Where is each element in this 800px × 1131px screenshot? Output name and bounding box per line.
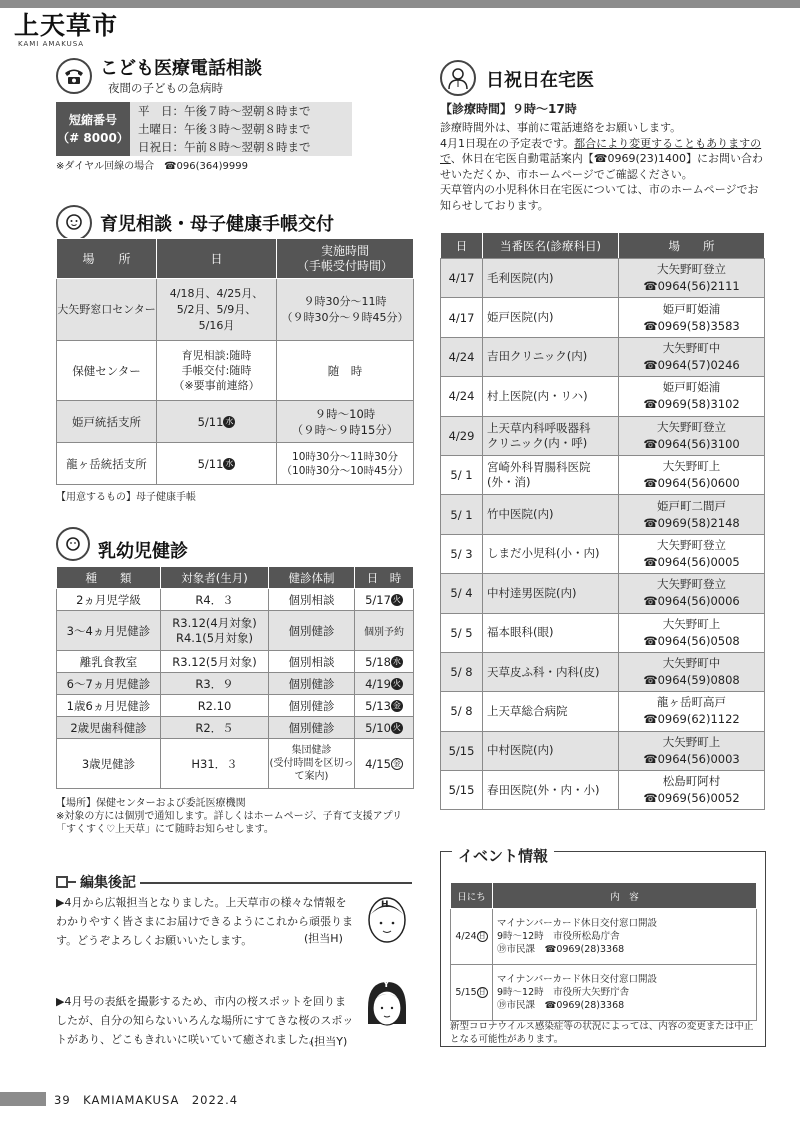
checkup-target: R2.10 [161,695,269,717]
nyuyoji-header-target: 対象者(生月) [161,567,269,589]
doctor-day: 5/ 3 [441,534,483,573]
short-number-label: 短縮番号 （# 8000） [56,102,130,156]
doctor-day: 4/17 [441,259,483,298]
doctor-day: 5/ 1 [441,495,483,534]
doctor-place-cell [619,534,765,573]
doctor-phone: ☎0964(59)0808 [643,673,740,688]
checkup-date-cell [355,589,414,611]
editor-p2-sign: (担当Y) [310,1035,348,1048]
top-bar [0,0,800,8]
logo: 上天草市 [14,11,119,40]
doctor-phone: ☎0964(56)2111 [643,279,740,294]
weekday-badge: 金 [392,759,401,768]
event-date: 4/24 [455,931,477,942]
doctor-place-cell [619,692,765,731]
event-line: ⑲市民課 ☎0969(28)3368 [497,944,625,955]
doctor-header-place: 場 所 [619,233,765,259]
doctor-address: 龍ヶ岳町高戸 [657,695,726,710]
ikuji-time: 10時30分～11時30分 （10時30分～10時45分） [277,443,414,485]
doctor-place-cell [619,259,765,298]
checkup-type: 3～4ヵ月児健診 [57,611,161,651]
checkup-date: 5/10 [365,720,391,735]
doctor-place-cell [619,298,765,337]
kyujitsu-hours: 【診療時間】９時～17時 [440,102,577,116]
square-icon [56,876,68,888]
doctor-day: 4/24 [441,377,483,416]
doctor-name: 上天草内科呼吸器科 クリニック(内・呼) [483,416,619,455]
child-icon [56,527,90,561]
kyujitsu-intro-block [440,120,766,213]
checkup-target: R3．９ [161,673,269,695]
ikuji-time: ９時～10時 （９時～９時15分） [277,401,414,443]
doctor-row [441,574,765,613]
doctor-day: 5/ 8 [441,692,483,731]
doctor-row [441,259,765,298]
doctor-day: 5/ 4 [441,574,483,613]
event-header-date: 日にち [451,883,493,909]
event-content [493,909,757,965]
doctor-rows [440,258,765,810]
event-line: 9時～12時 市役所大矢野庁舎 [497,987,630,998]
ikuji-table [56,238,414,485]
doctor-phone: ☎0964(56)0005 [643,554,740,569]
doctor-name: 毛利医院(内) [483,259,619,298]
doctor-header-day: 日 [441,233,483,259]
doctor-header-name: 当番医名(診療科目) [483,233,619,259]
ikuji-time: ９時30分～11時 （９時30分～９時45分） [277,279,414,341]
ikuji-date-cell [157,401,277,443]
doctor-row [441,652,765,691]
doctor-day: 5/15 [441,771,483,810]
event-title: イベント情報 [452,845,554,866]
doctor-day: 4/29 [441,416,483,455]
weekday-badge: 火 [392,595,401,604]
ikuji-note: 【用意するもの】母子健康手帳 [56,492,196,503]
checkup-date: 5/13 [365,698,391,713]
doctor-phone: ☎0969(58)3102 [643,397,740,412]
checkup-system: 集団健診 (受付時間を区切って案内) [269,739,355,789]
ikuji-header-date: 日 [157,239,277,279]
checkup-type: 2ヵ月児学級 [57,589,161,611]
nyuyoji-header-date: 日 時 [355,567,414,589]
doctor-row [441,455,765,494]
event-content [493,965,757,1021]
doctor-address: 大矢野町登立 [657,577,726,592]
hours-saturday: 土曜日：午後３時～翌朝８時まで [138,122,311,136]
doctor-place-cell [619,652,765,691]
event-line: ⑲市民課 ☎0969(28)3368 [497,1000,625,1011]
doctor-name: しまだ小児科(小・内) [483,534,619,573]
ikuji-header-place: 場 所 [57,239,157,279]
doctor-phone: ☎0964(56)0600 [643,476,740,491]
checkup-date: 4/15 [365,756,391,771]
checkup-target: R3.12(5月対象) [161,651,269,673]
checkup-system: 個別健診 [269,673,355,695]
doctor-name: 宮崎外科胃腸科医院 (外・消) [483,455,619,494]
checkup-type: 1歳6ヵ月児健診 [57,695,161,717]
face-letter-h: H [381,900,389,910]
doctor-phone: ☎0969(62)1122 [643,712,740,727]
checkup-type: 3歳児健診 [57,739,161,789]
checkup-system: 個別健診 [269,611,355,651]
phone-icon [56,58,92,94]
doctor-phone: ☎0964(56)3100 [643,436,740,451]
doctor-place-cell [619,613,765,652]
checkup-date-cell [355,717,414,739]
checkup-date: 個別予約 [355,611,414,651]
doctor-address: 大矢野町上 [662,616,721,631]
ikuji-place: 龍ヶ岳統括支所 [57,443,157,485]
doctor-day: 5/ 5 [441,613,483,652]
ikuji-time: 随 時 [277,341,414,401]
checkup-date: 4/19 [365,676,391,691]
checkup-type: 離乳食教室 [57,651,161,673]
staff-y-illustration [364,978,410,1034]
nyuyoji-note1: 【場所】保健センターおよび委託医療機関 [56,798,246,809]
doctor-address: 大矢野町上 [662,459,721,474]
event-line: 9時～12時 市役所松島庁舎 [497,931,620,942]
doctor-day: 5/ 8 [441,652,483,691]
doctor-icon [440,60,476,96]
doctor-address: 姫戸町姫浦 [662,301,721,316]
doctor-table [440,232,765,259]
weekday-badge: 日 [478,988,486,996]
doctor-day: 4/17 [441,298,483,337]
doctor-row [441,416,765,455]
footer [54,1092,238,1108]
footer-date: 2022.4 [191,1093,239,1107]
doctor-row [441,534,765,573]
checkup-target: R2．５ [161,717,269,739]
doctor-address: 大矢野町中 [662,656,721,671]
doctor-phone: ☎0964(57)0246 [643,357,740,372]
checkup-target: R3.12(4月対象) R4.1(5月対象) [161,611,269,651]
doctor-name: 春田医院(外・内・小) [483,771,619,810]
doctor-address: 松島町阿村 [662,774,721,789]
editor-title: 編集後記 [80,875,136,891]
event-date-cell [451,965,493,1021]
kodomo-title: こども医療電話相談 [100,58,262,79]
weekday-badge: 日 [478,932,486,940]
checkup-system: 個別健診 [269,717,355,739]
ikuji-place: 姫戸統括支所 [57,401,157,443]
event-date-cell [451,909,493,965]
doctor-address: 大矢野町登立 [657,537,726,552]
doctor-phone: ☎0964(56)0003 [643,751,740,766]
ikuji-place: 保健センター [57,341,157,401]
event-line: マイナンバーカード休日交付窓口開設 [497,974,657,985]
doctor-address: 大矢野町中 [662,340,721,355]
checkup-system: 個別健診 [269,695,355,717]
weekday-badge: 火 [392,723,401,732]
doctor-address: 姫戸町姫浦 [662,380,721,395]
nyuyoji-title: 乳幼児健診 [98,541,188,562]
weekday-badge: 火 [392,679,401,688]
doctor-phone: ☎0964(56)0006 [643,594,740,609]
nyuyoji-header-type: 種 類 [57,567,161,589]
doctor-address: 大矢野町登立 [657,262,726,277]
checkup-type: 6～7ヵ月児健診 [57,673,161,695]
doctor-phone: ☎0964(56)0508 [643,633,740,648]
doctor-name: 吉田クリニック(内) [483,337,619,376]
weekday-badge: 金 [392,701,401,710]
doctor-day: 4/24 [441,337,483,376]
checkup-date-cell [355,673,414,695]
page-number: 39 [54,1093,71,1107]
doctor-place-cell [619,337,765,376]
doctor-place-cell [619,377,765,416]
doctor-row [441,613,765,652]
nyuyoji-note2: ※対象の方には個別で通知します。詳しくはホームページ、子育て支援アプリ「すくすく♡上天草」にて随時お知らせします。 [56,811,403,835]
doctor-place-cell [619,731,765,770]
kodomo-hours [130,102,352,156]
doctor-row [441,495,765,534]
editor-p1: ▶4月から広報担当となりました。上天草市の様々な情報をわかりやすく皆さまにお届けできるようにこれから頑張ります。どうぞよろしくお願いいたします。 [56,896,353,947]
ikuji-title: 育児相談・母子健康手帳交付 [100,214,334,235]
checkup-date-cell [355,695,414,717]
doctor-row [441,731,765,770]
doctor-row [441,771,765,810]
staff-h-illustration [364,894,410,946]
ikuji-date: 5/11 [197,456,224,471]
doctor-address: 大矢野町登立 [657,419,726,434]
checkup-date-cell [355,739,414,789]
checkup-target: R4．３ [161,589,269,611]
ikuji-date: 育児相談:随時 手帳交付:随時 （※要事前連絡） [157,341,277,401]
checkup-type: 2歳児歯科健診 [57,717,161,739]
event-header-content: 内 容 [493,883,757,909]
kyujitsu-intro2: 、休日在宅医自動電話案内【☎0969(23)1400】にお問い合わせいただくか、市ホームページでご確認ください。 天草管内の小児科休日在宅医については、市のホームページでお知らせしております。 [440,152,764,212]
baby-icon [56,205,92,241]
doctor-address: 大矢野町上 [662,734,721,749]
doctor-day: 5/ 1 [441,455,483,494]
doctor-name: 竹中医院(内) [483,495,619,534]
doctor-row [441,692,765,731]
doctor-row [441,337,765,376]
doctor-name: 福本眼科(眼) [483,613,619,652]
face-letter-y: Y [383,980,390,990]
doctor-name: 上天草総合病院 [483,692,619,731]
doctor-row [441,298,765,337]
doctor-row [441,377,765,416]
logo-subtitle: KAMI AMAKUSA [18,40,85,48]
weekday-badge: 水 [225,417,234,426]
doctor-name: 中村医院(内) [483,731,619,770]
ikuji-date: 5/11 [197,414,224,429]
ikuji-header-time: 実施時間 （手帳受付時間） [277,239,414,279]
kodomo-subtitle: 夜間の子どもの急病時 [108,81,223,95]
doctor-phone: ☎0969(58)3583 [643,318,740,333]
checkup-date: 5/17 [365,592,391,607]
kyujitsu-intro: 診療時間外は、事前に電話連絡をお願いします。 4月1日現在の予定表です。 [440,121,682,150]
kodomo-note: ※ダイヤル回線の場合 ☎096(364)9999 [56,161,248,172]
editor-p2: ▶4月号の表紙を撮影するため、市内の桜スポットを回りましたが、自分の知らないいろんな場所にすてきな桜のスポットがあり、どこもきれいに咲いていて癒されました。 [56,995,354,1046]
kyujitsu-underline: 都合により変更することもありますので [440,136,762,165]
doctor-name: 村上医院(内・リハ) [483,377,619,416]
nyuyoji-table [56,566,414,789]
editor-rule [140,882,412,884]
ikuji-date: 4/18月、4/25月、 5/2月、5/9月、 5/16月 [157,279,277,341]
doctor-place-cell [619,574,765,613]
doctor-day: 5/15 [441,731,483,770]
editor-p1-sign: (担当H) [304,932,343,945]
checkup-date: 5/18 [365,654,391,669]
doctor-name: 中村逹男医院(内) [483,574,619,613]
footer-bar [0,1092,46,1106]
hours-holiday: 日祝日：午前８時～翌朝８時まで [138,140,311,154]
hours-weekday: 平 日：午後７時～翌朝８時まで [138,104,311,118]
doctor-phone: ☎0969(56)0052 [643,791,740,806]
doctor-address: 姫戸町二間戸 [657,498,726,513]
kyujitsu-title: 日祝日在宅医 [486,70,594,91]
ikuji-place: 大矢野窓口センター [57,279,157,341]
dash-icon [68,881,76,883]
doctor-name: 姫戸医院(内) [483,298,619,337]
footer-magazine: KAMIAMAKUSA [83,1093,180,1107]
doctor-place-cell [619,416,765,455]
checkup-system: 個別相談 [269,589,355,611]
checkup-system: 個別相談 [269,651,355,673]
doctor-name: 天草皮ふ科・内科(皮) [483,652,619,691]
event-line: マイナンバーカード休日交付窓口開設 [497,918,657,929]
weekday-badge: 水 [392,657,401,666]
event-date: 5/15 [455,987,477,998]
nyuyoji-header-system: 健診体制 [269,567,355,589]
doctor-place-cell [619,771,765,810]
doctor-place-cell [619,455,765,494]
checkup-date-cell [355,651,414,673]
event-note: 新型コロナウイルス感染症等の状況によっては、内容の変更または中止となる可能性があります。 [450,1021,754,1045]
checkup-target: H31．３ [161,739,269,789]
doctor-phone: ☎0969(58)2148 [643,515,740,530]
doctor-place-cell [619,495,765,534]
event-table [450,882,757,1021]
ikuji-date-cell [157,443,277,485]
weekday-badge: 水 [225,459,234,468]
